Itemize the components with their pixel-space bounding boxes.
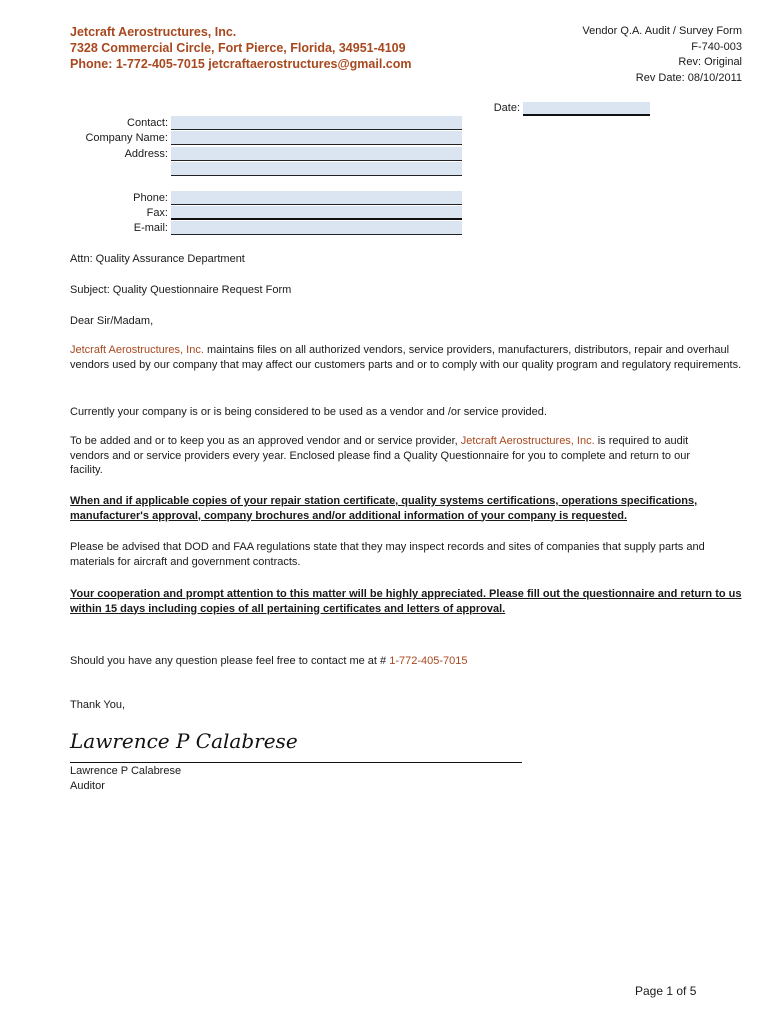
phone-label: Phone:	[133, 192, 168, 204]
company-name-field[interactable]	[171, 131, 462, 145]
form-meta	[582, 24, 742, 86]
page-number: Page 1 of 5	[635, 984, 697, 998]
fax-label: Fax:	[146, 207, 168, 219]
signature: Lawrence P Calabrese	[70, 729, 298, 753]
paragraph-7-text: Should you have any question please feel free to contact me at #	[70, 655, 390, 667]
form-revision: Rev: Original	[678, 56, 742, 68]
address-line2-field[interactable]	[171, 162, 462, 176]
address-field[interactable]	[171, 147, 462, 161]
paragraph-6: Your cooperation and prompt attention to this matter will be highly appreciated. Please fill out the questionnaire and return to us within 15 days including copies of all pertaining certificates and letters of approval.	[70, 588, 742, 615]
company-header	[70, 24, 412, 72]
paragraph-2: Currently your company is or is being considered to be used as a vendor and /or service provided.	[70, 406, 547, 418]
paragraph-3-text: is required to audit vendors and or service providers every year. Enclosed please find a Quality Questionnaire for you to complete and return to our facility.	[70, 435, 691, 476]
contact-phone: 1-772-405-7015	[389, 655, 468, 667]
signature-line	[70, 762, 522, 763]
email-label: E-mail:	[133, 222, 168, 234]
date-label: Date:	[493, 102, 520, 114]
email-field[interactable]	[171, 221, 462, 235]
signer-title: Auditor	[70, 780, 105, 792]
form-rev-date: Rev Date: 08/10/2011	[635, 71, 742, 84]
company-highlight: Jetcraft Aerostructures, Inc.	[70, 344, 204, 356]
attn-line: Attn: Quality Assurance Department	[70, 253, 245, 265]
form-number: F-740-003	[691, 40, 742, 53]
company-contact: Phone: 1-772-405-7015 jetcraftaerostructures@gmail.com	[70, 57, 412, 71]
phone-field[interactable]	[171, 191, 462, 205]
subject-line: Subject: Quality Questionnaire Request Form	[70, 284, 292, 296]
paragraph-1-text: maintains files on all authorized vendors, service providers, manufacturers, distributors, repair and overhaul vendors used by our company that may affect our customers parts and or to comply with our quality program and regulatory requirements.	[70, 344, 742, 371]
company-highlight: Jetcraft Aerostructures, Inc.	[460, 435, 595, 447]
paragraph-3-start: To be added and or to keep you as an approved vendor and or service provider,	[70, 435, 461, 447]
paragraph-3	[70, 434, 720, 478]
company-address: 7328 Commercial Circle, Fort Pierce, Florida, 34951-4109	[70, 41, 406, 55]
paragraph-5: Please be advised that DOD and FAA regulations state that they may inspect records and sites of companies that supply parts and materials for aircraft and government contracts.	[70, 541, 705, 568]
form-title: Vendor Q.A. Audit / Survey Form	[582, 25, 742, 37]
company-name: Jetcraft Aerostructures, Inc.	[70, 25, 237, 39]
contact-field[interactable]	[171, 116, 462, 130]
closing: Thank You,	[70, 699, 126, 711]
salutation: Dear Sir/Madam,	[70, 315, 154, 327]
paragraph-1	[70, 343, 742, 372]
address-label: Address:	[124, 148, 168, 160]
signer-name: Lawrence P Calabrese	[70, 765, 182, 777]
paragraph-7	[70, 654, 740, 669]
fax-field[interactable]	[171, 206, 462, 220]
contact-label: Contact:	[127, 117, 168, 129]
company-name-label: Company Name:	[85, 132, 168, 144]
paragraph-4: When and if applicable copies of your repair station certificate, quality systems certifications, operations specifications, manufacturer's approval, company brochures and/or additional information of your company is requested.	[70, 495, 698, 522]
date-field[interactable]	[523, 102, 650, 116]
